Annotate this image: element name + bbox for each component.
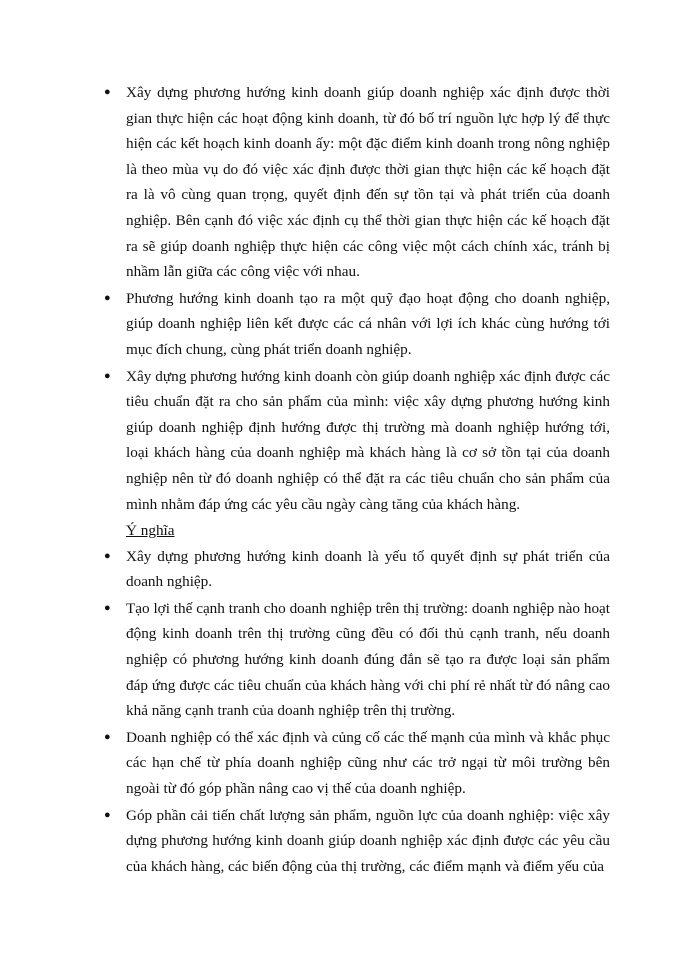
list-item	[104, 544, 610, 595]
list-item	[104, 80, 610, 285]
section-heading: Ý nghĩa	[126, 522, 175, 540]
list-item	[104, 725, 610, 802]
bullet-icon: ●	[104, 86, 111, 98]
bullet-icon: ●	[104, 730, 111, 743]
bullet-icon: ●	[104, 601, 111, 614]
item-text: Tạo lợi thế cạnh tranh cho doanh nghiệp trên thị trường: doanh nghiệp nào hoạt động kinh doanh trên thị trường cũng đều có đối thủ cạnh tranh, nếu doanh nghiệp có phương hướng kinh doanh đúng đắn sẽ tạo ra được loại sản phẩm đáp ứng được các tiêu chuẩn của khách hàng với chi phí rẻ nhất từ đó nâng cao khả năng cạnh tranh của doanh nghiệp trên thị trường.	[126, 599, 610, 720]
list-item	[104, 803, 610, 880]
item-text: Xây dựng phương hướng kinh doanh còn giúp doanh nghiệp xác định được các tiêu chuẩn đặt ra cho sản phẩm của mình: việc xây dựng phương hướng kinh giúp doanh nghiệp định hướng được thị trường mà doanh nghiệp hướng tới, loại khách hàng của doanh nghiệp mà khách hàng là cơ sở tồn tại của doanh nghiệp nên từ đó doanh nghiệp có thể đặt ra các tiêu chuẩn cho sản phẩm của mình nhằm đáp ứng các yêu cầu ngày càng tăng của khách hàng.	[126, 367, 610, 513]
item-text: Góp phần cải tiến chất lượng sản phẩm, nguồn lực của doanh nghiệp: việc xây dựng phương hướng kinh doanh giúp doanh nghiệp xác định được các yêu cầu của khách hàng, các biến động của thị trường, các điểm mạnh và điểm yếu của	[126, 806, 610, 875]
bullet-icon: ●	[104, 549, 111, 562]
list-item	[104, 596, 610, 724]
item-text: Doanh nghiệp có thể xác định và củng cố các thế mạnh của mình và khắc phục các hạn chế từ phía doanh nghiệp cũng như các trở ngại từ môi trường bên ngoài từ đó góp phần nâng cao vị thế của doanh nghiệp.	[126, 728, 610, 798]
bullet-icon: ●	[104, 369, 111, 382]
item-text: Xây dựng phương hướng kinh doanh là yếu tố quyết định sự phát triển của doanh nghiệp.	[126, 547, 610, 591]
bullet-icon: ●	[104, 808, 111, 821]
bullet-icon: ●	[104, 291, 111, 304]
item-text: Xây dựng phương hướng kinh doanh giúp doanh nghiệp xác định được thời gian thực hiện các hoạt động kinh doanh, từ đó bố trí nguồn lực hợp lý để thực hiện các kết hoạch kinh doanh ấy: một đặc điểm kinh doanh trong nông nghiệp là theo mùa vụ do đó việc xác định được thời gian thực hiện các kế hoạch đặt ra là vô cùng quan trọng, quyết định đến sự tồn tại và phát triển của doanh nghiệp. Bên cạnh đó việc xác định cụ thể thời gian thực hiện các kế hoạch đặt ra sẽ giúp doanh nghiệp thực hiện các công việc một cách chính xác, tránh bị nhầm lẫn giữa các công việc với nhau.	[126, 84, 610, 281]
item-text: Phương hướng kinh doanh tạo ra một quỹ đạo hoạt động cho doanh nghiệp, giúp doanh nghiệp liên kết được các cá nhân với lợi ích khác cùng hướng tới mục đích chung, cùng phát triển doanh nghiệp.	[126, 289, 610, 358]
list-item	[104, 364, 610, 518]
list-item	[104, 286, 610, 363]
